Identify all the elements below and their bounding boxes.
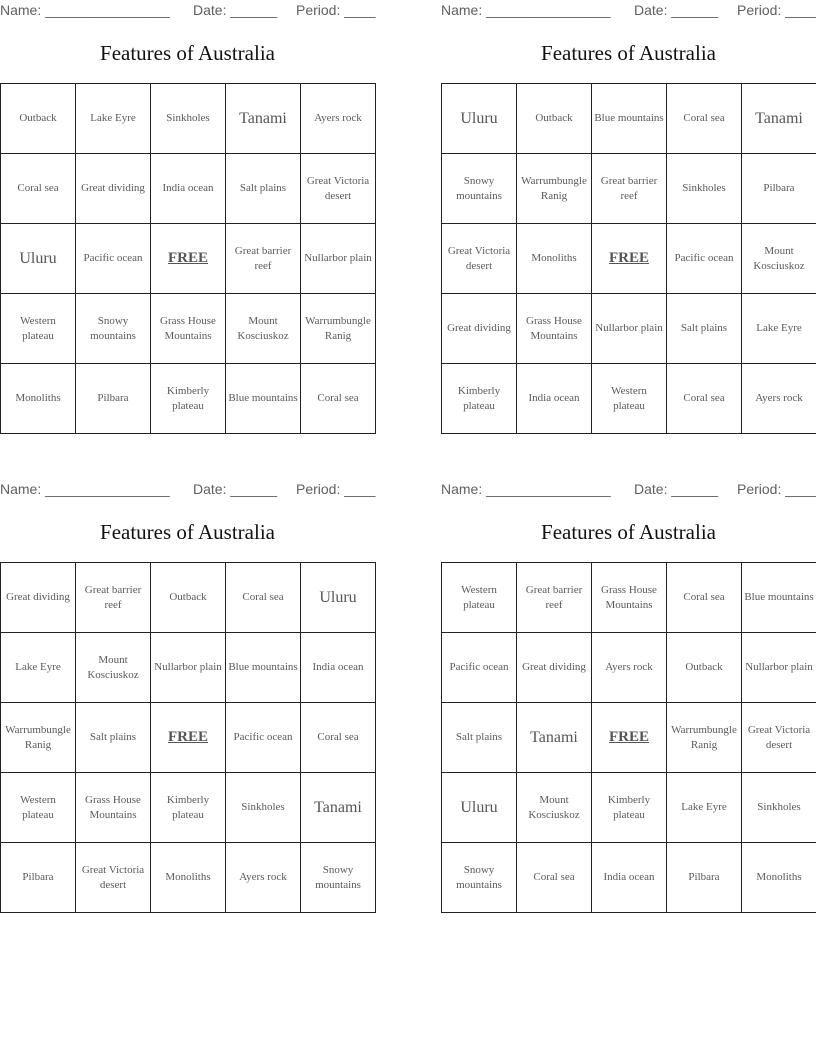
free-space-cell[interactable]: FREE (151, 703, 226, 773)
bingo-cell[interactable]: Great dividing (1, 563, 76, 633)
bingo-card-2 (441, 0, 816, 440)
bingo-cell[interactable]: Great Victoria desert (301, 154, 376, 224)
period-field[interactable]: Period: ____ (296, 481, 376, 497)
bingo-cell[interactable]: Tanami (517, 703, 592, 773)
grid-row (442, 703, 816, 773)
bingo-cell[interactable]: Grass House Mountains (517, 294, 592, 364)
card-title: Features of Australia (100, 520, 275, 544)
grid-row (442, 224, 816, 294)
bingo-cell[interactable]: Nullarbor plain (151, 633, 226, 703)
name-field[interactable]: Name: ________________ (441, 481, 611, 497)
bingo-cell[interactable]: Sinkholes (151, 84, 226, 154)
bingo-cell[interactable]: Snowy mountains (442, 154, 517, 224)
bingo-card-3 (0, 479, 375, 919)
bingo-cell[interactable]: Uluru (1, 224, 76, 294)
grid-row (1, 773, 376, 843)
bingo-cell[interactable]: Coral sea (1, 154, 76, 224)
bingo-cell[interactable]: Great Victoria desert (742, 703, 816, 773)
bingo-grid (0, 562, 376, 913)
name-field[interactable]: Name: ________________ (0, 481, 170, 497)
bingo-cell[interactable]: Kimberly plateau (592, 773, 667, 843)
student-info-line (0, 2, 380, 20)
grid-row (1, 633, 376, 703)
date-field[interactable]: Date: ______ (634, 481, 719, 497)
bingo-cell[interactable]: Uluru (442, 773, 517, 843)
bingo-cell[interactable]: Uluru (301, 563, 376, 633)
bingo-cell[interactable]: Ayers rock (301, 84, 376, 154)
bingo-cell[interactable]: Salt plains (226, 154, 301, 224)
bingo-cell[interactable]: Tanami (301, 773, 376, 843)
bingo-cell[interactable]: Lake Eyre (76, 84, 151, 154)
bingo-cell[interactable]: Outback (517, 84, 592, 154)
bingo-cell[interactable]: Warrumbungle Ranig (667, 703, 742, 773)
card-title: Features of Australia (541, 41, 716, 65)
bingo-cell[interactable]: Great dividing (76, 154, 151, 224)
bingo-cell[interactable]: Salt plains (442, 703, 517, 773)
bingo-cell[interactable]: Nullarbor plain (742, 633, 816, 703)
bingo-cell[interactable]: Salt plains (667, 294, 742, 364)
bingo-cell[interactable]: India ocean (301, 633, 376, 703)
bingo-cell[interactable]: Blue mountains (226, 364, 301, 434)
bingo-cell[interactable]: Lake Eyre (667, 773, 742, 843)
grid-row (1, 843, 376, 913)
bingo-cell[interactable]: Nullarbor plain (301, 224, 376, 294)
name-field[interactable]: Name: ________________ (441, 2, 611, 18)
bingo-cell[interactable]: Snowy mountains (301, 843, 376, 913)
bingo-cell[interactable]: Mount Kosciuskoz (226, 294, 301, 364)
grid-row (442, 563, 816, 633)
bingo-cell[interactable]: Grass House Mountains (76, 773, 151, 843)
bingo-cell[interactable]: Pacific ocean (226, 703, 301, 773)
grid-row (1, 364, 376, 434)
bingo-cell[interactable]: Pacific ocean (76, 224, 151, 294)
bingo-card-4 (441, 479, 816, 919)
bingo-cell[interactable]: Pilbara (742, 154, 816, 224)
bingo-cell[interactable]: Outback (667, 633, 742, 703)
bingo-cell[interactable]: Great Victoria desert (442, 224, 517, 294)
bingo-cell[interactable]: Ayers rock (592, 633, 667, 703)
name-field[interactable]: Name: ________________ (0, 2, 170, 18)
bingo-cell[interactable]: Western plateau (1, 294, 76, 364)
grid-row (1, 563, 376, 633)
period-field[interactable]: Period: ____ (737, 481, 816, 497)
bingo-cell[interactable]: Uluru (442, 84, 517, 154)
student-info-line (441, 481, 816, 499)
bingo-cell[interactable]: Outback (1, 84, 76, 154)
bingo-cell[interactable]: Kimberly plateau (151, 773, 226, 843)
bingo-cell[interactable]: Kimberly plateau (151, 364, 226, 434)
grid-row (442, 364, 816, 434)
bingo-cell[interactable]: Coral sea (301, 364, 376, 434)
bingo-cell[interactable]: Coral sea (301, 703, 376, 773)
bingo-cell[interactable]: Great barrier reef (517, 563, 592, 633)
free-space-cell[interactable]: FREE (592, 703, 667, 773)
bingo-cell[interactable]: Monoliths (517, 224, 592, 294)
bingo-cell[interactable]: Lake Eyre (1, 633, 76, 703)
bingo-cell[interactable]: Warrumbungle Ranig (517, 154, 592, 224)
bingo-cell[interactable]: Coral sea (226, 563, 301, 633)
bingo-cell[interactable]: Ayers rock (226, 843, 301, 913)
bingo-cell[interactable]: Ayers rock (742, 364, 816, 434)
grid-row (442, 84, 816, 154)
bingo-cell[interactable]: Great barrier reef (592, 154, 667, 224)
bingo-cell[interactable]: Sinkholes (742, 773, 816, 843)
bingo-cell[interactable]: Mount Kosciuskoz (742, 224, 816, 294)
free-space-cell[interactable]: FREE (592, 224, 667, 294)
bingo-cell[interactable]: Coral sea (667, 563, 742, 633)
bingo-grid (0, 83, 376, 434)
bingo-cell[interactable]: Pacific ocean (442, 633, 517, 703)
bingo-cell[interactable]: Sinkholes (667, 154, 742, 224)
bingo-cell[interactable]: Monoliths (742, 843, 816, 913)
bingo-cell[interactable]: Grass House Mountains (151, 294, 226, 364)
bingo-cell[interactable]: Monoliths (151, 843, 226, 913)
period-field[interactable]: Period: ____ (737, 2, 816, 18)
bingo-grid (441, 562, 816, 913)
bingo-cell[interactable]: Coral sea (667, 84, 742, 154)
date-field[interactable]: Date: ______ (193, 2, 278, 18)
bingo-cell[interactable]: Snowy mountains (76, 294, 151, 364)
bingo-cell[interactable]: Great Victoria desert (76, 843, 151, 913)
bingo-cell[interactable]: Monoliths (1, 364, 76, 434)
bingo-cell[interactable]: Mount Kosciuskoz (76, 633, 151, 703)
grid-row (1, 154, 376, 224)
bingo-cell[interactable]: Nullarbor plain (592, 294, 667, 364)
grid-row (1, 703, 376, 773)
bingo-cell[interactable]: Western plateau (1, 773, 76, 843)
bingo-grid (441, 83, 816, 434)
bingo-cell[interactable]: Kimberly plateau (442, 364, 517, 434)
bingo-cell[interactable]: Pacific ocean (667, 224, 742, 294)
grid-row (442, 773, 816, 843)
grid-row (442, 633, 816, 703)
bingo-cell[interactable]: India ocean (592, 843, 667, 913)
student-info-line (0, 481, 380, 499)
grid-row (1, 224, 376, 294)
bingo-card-1 (0, 0, 375, 440)
period-field[interactable]: Period: ____ (296, 2, 376, 18)
bingo-cell[interactable]: Great dividing (517, 633, 592, 703)
bingo-cell[interactable]: Pilbara (667, 843, 742, 913)
bingo-cell[interactable]: Great dividing (442, 294, 517, 364)
grid-row (1, 294, 376, 364)
grid-row (442, 843, 816, 913)
grid-row (442, 294, 816, 364)
bingo-cell[interactable]: Snowy mountains (442, 843, 517, 913)
bingo-cell[interactable]: Sinkholes (226, 773, 301, 843)
bingo-cell[interactable]: Blue mountains (592, 84, 667, 154)
bingo-cell[interactable]: Salt plains (76, 703, 151, 773)
bingo-cell[interactable]: Coral sea (667, 364, 742, 434)
bingo-cell[interactable]: Blue mountains (226, 633, 301, 703)
bingo-cell[interactable]: Warrumbungle Ranig (301, 294, 376, 364)
bingo-cell[interactable]: Coral sea (517, 843, 592, 913)
bingo-cell[interactable]: Great barrier reef (226, 224, 301, 294)
date-field[interactable]: Date: ______ (634, 2, 719, 18)
grid-row (442, 154, 816, 224)
bingo-cell[interactable]: Western plateau (442, 563, 517, 633)
card-title: Features of Australia (100, 41, 275, 65)
bingo-cell[interactable]: Western plateau (592, 364, 667, 434)
grid-row (1, 84, 376, 154)
bingo-cell[interactable]: Mount Kosciuskoz (517, 773, 592, 843)
free-space-cell[interactable]: FREE (151, 224, 226, 294)
bingo-cell[interactable]: Outback (151, 563, 226, 633)
bingo-cell[interactable]: Grass House Mountains (592, 563, 667, 633)
bingo-cell[interactable]: India ocean (151, 154, 226, 224)
bingo-cell[interactable]: Lake Eyre (742, 294, 816, 364)
bingo-cell[interactable]: Great barrier reef (76, 563, 151, 633)
bingo-cell[interactable]: Tanami (226, 84, 301, 154)
bingo-cell[interactable]: Blue mountains (742, 563, 816, 633)
bingo-cell[interactable]: Pilbara (1, 843, 76, 913)
bingo-cell[interactable]: India ocean (517, 364, 592, 434)
bingo-cell[interactable]: Warrumbungle Ranig (1, 703, 76, 773)
date-field[interactable]: Date: ______ (193, 481, 278, 497)
bingo-cell[interactable]: Pilbara (76, 364, 151, 434)
bingo-cell[interactable]: Tanami (742, 84, 816, 154)
card-title: Features of Australia (541, 520, 716, 544)
student-info-line (441, 2, 816, 20)
